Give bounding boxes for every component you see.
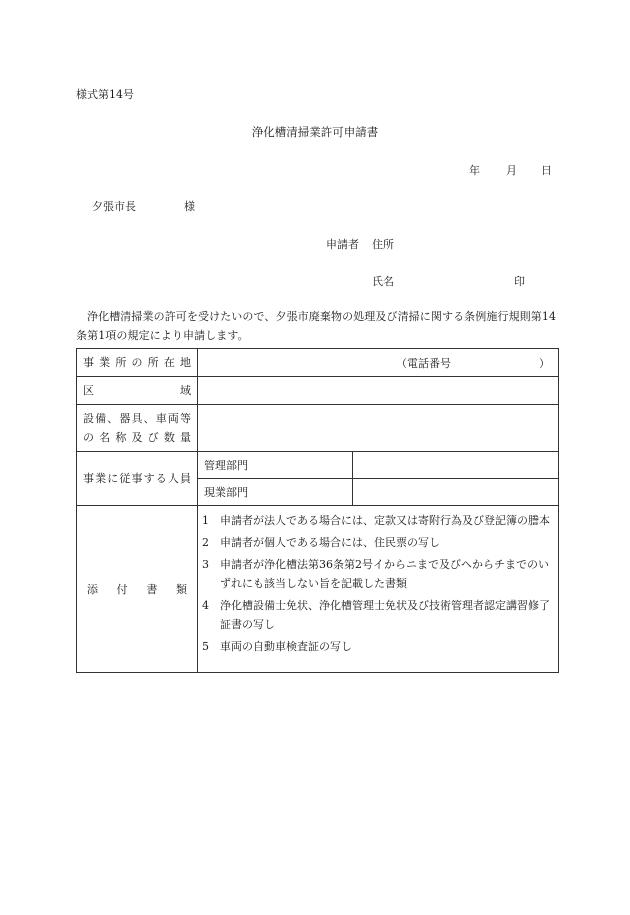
- attachments-label: 添付書類: [77, 506, 198, 673]
- management-dept-field: [353, 452, 559, 479]
- attachment-number: 2: [202, 536, 209, 549]
- phone-label: （電話番号 ）: [396, 356, 550, 370]
- list-item: [198, 533, 558, 552]
- attachments-list: [198, 506, 559, 673]
- seal-label: 印: [514, 275, 525, 288]
- document-title: 浄化槽清掃業許可申請書: [251, 125, 379, 139]
- attachment-number: 3: [202, 558, 209, 571]
- attachment-text: 申請者が浄化槽法第36条第2号イからニまで及びヘからチまでのいずれにも該当しない旨を記載した書類: [220, 558, 549, 590]
- table-row-area: [77, 377, 559, 405]
- recipient-name: 夕張市長: [92, 200, 136, 213]
- date-month-label: 月: [506, 164, 517, 177]
- form-number: 様式第14号: [76, 88, 134, 101]
- field-dept-label: 現業部門: [198, 479, 353, 506]
- table-row-management-dept: [77, 452, 559, 479]
- address-label: 住所: [372, 238, 394, 251]
- equipment-label: [77, 405, 198, 452]
- body-text: 浄化槽清掃業の許可を受けたいので、夕張市廃棄物の処理及び清掃に関する条例施行規則第14条第1項の規定により申請します。: [76, 310, 557, 342]
- list-item: [198, 637, 558, 656]
- attachment-text: 浄化槽設備士免状、浄化槽管理士免状及び技術管理者認定講習修了証書の写し: [220, 599, 550, 631]
- recipient-honorific: 様: [184, 200, 195, 213]
- list-item: [198, 596, 558, 634]
- attachment-number: 1: [202, 514, 209, 527]
- equipment-label-line2: の名称及び数量: [83, 431, 191, 444]
- field-dept-field: [353, 479, 559, 506]
- attachment-text: 申請者が法人である場合には、定款又は寄附行為及び登記簿の謄本: [220, 514, 550, 527]
- date-day-label: 日: [541, 164, 552, 177]
- staff-label: 事業に従事する人員: [77, 452, 198, 506]
- office-location-label: 事業所の所在地: [77, 349, 198, 377]
- table-row-office-location: [77, 349, 559, 377]
- management-dept-label: 管理部門: [198, 452, 353, 479]
- attachment-number: 4: [202, 599, 209, 612]
- list-item: [198, 555, 558, 593]
- area-field: [198, 377, 559, 405]
- equipment-label-line1: 設備、器具、車両等: [83, 412, 191, 425]
- date-year-label: 年: [469, 164, 480, 177]
- application-table: [76, 348, 559, 673]
- equipment-field: [198, 405, 559, 452]
- table-row-equipment: [77, 405, 559, 452]
- applicant-label: 申請者: [326, 238, 359, 251]
- attachment-text: 申請者が個人である場合には、住民票の写し: [220, 536, 440, 549]
- attachment-text: 車両の自動車検査証の写し: [220, 640, 352, 653]
- office-location-field: [198, 349, 559, 377]
- name-label: 氏名: [372, 275, 394, 288]
- area-label: 区域: [77, 377, 198, 405]
- list-item: [198, 511, 558, 530]
- attachment-number: 5: [202, 640, 209, 653]
- table-row-attachments: [77, 506, 559, 673]
